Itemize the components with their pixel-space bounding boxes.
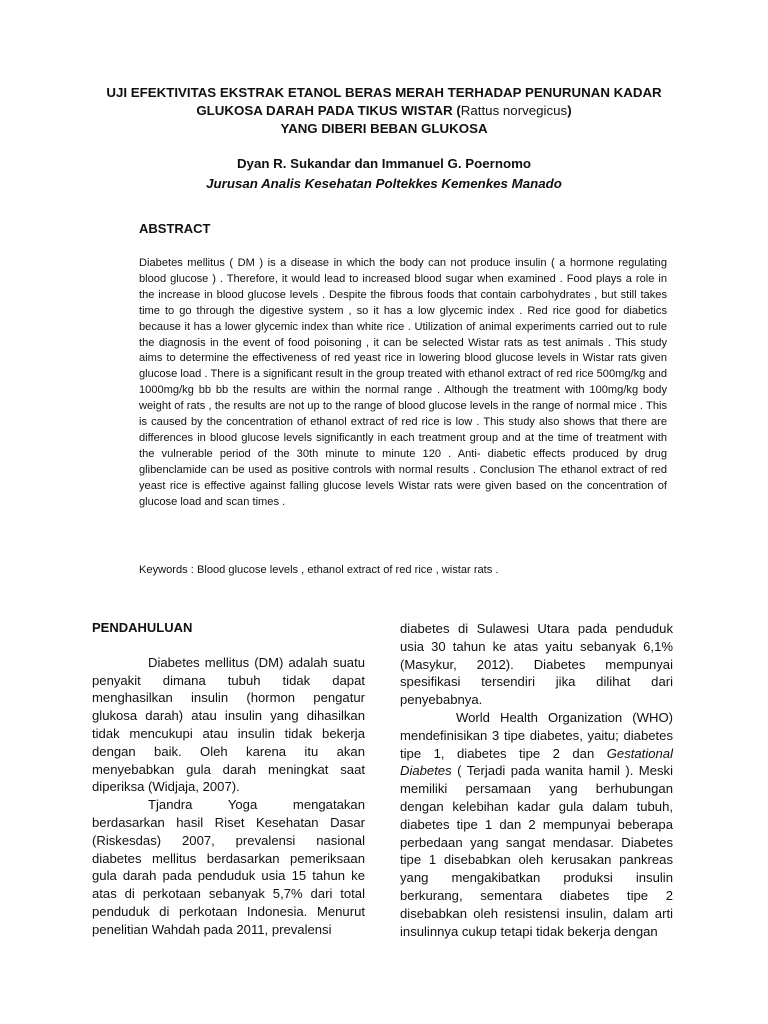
title-line-2-pre: GLUKOSA DARAH PADA TIKUS WISTAR ( bbox=[196, 103, 461, 118]
title-line-2 bbox=[60, 102, 708, 120]
author-names: Dyan R. Sukandar dan Immanuel G. Poernomo bbox=[236, 156, 532, 171]
right-column bbox=[400, 620, 673, 940]
paragraph-3: diabetes di Sulawesi Utara pada penduduk usia 30 tahun ke atas yaitu sebanyak 6,1% (Masykur, 2012). Diabetes mempunyai spesifikasi tersendiri jika dilihat dari penyebabnya. bbox=[400, 621, 673, 708]
paragraph-4 bbox=[400, 709, 673, 940]
section-heading-pendahuluan: PENDAHULUAN bbox=[92, 620, 193, 635]
species-name: Rattus norvegicus bbox=[460, 103, 568, 118]
paper-title bbox=[60, 84, 708, 138]
left-column bbox=[92, 619, 365, 939]
author-affiliation: Jurusan Analis Kesehatan Poltekkes Kemenkes Manado bbox=[206, 176, 562, 191]
abstract-heading: ABSTRACT bbox=[139, 221, 211, 236]
title-line-2-post: ) bbox=[567, 103, 572, 118]
keywords: Keywords : Blood glucose levels , ethanol extract of red rice , wistar rats . bbox=[139, 564, 499, 576]
paragraph-4-pre: World Health Organization (WHO) mendefinisikan 3 tipe diabetes, yaitu; diabetes tipe 1, diabetes tipe 2 dan bbox=[400, 709, 673, 761]
paragraph-4-post: ( Terjadi pada wanita hamil ). Meski memiliki persamaan yang berhubungan dengan kelebihan kadar gula dalam tubuh, diabetes tipe 1 dan 2 mempunyai beberapa perbedaan yang sangat mendasar. Diabetes tipe 1 disebabkan oleh kerusakan pankreas yang mengakibatkan produksi insulin berkurang, sementara diabetes tipe 2 disebabkan oleh resistensi insulin, dalam arti insulinnya cukup tetapi tidak bekerja dengan bbox=[400, 763, 673, 939]
title-line-1: UJI EFEKTIVITAS EKSTRAK ETANOL BERAS MERAH TERHADAP PENURUNAN KADAR bbox=[106, 85, 662, 100]
author-block bbox=[60, 154, 708, 194]
paragraph-1: Diabetes mellitus (DM) adalah suatu penyakit dimana tubuh tidak dapat menghasilkan insulin (hormon pengatur glukosa darah) atau insulin yang dihasilkan tidak mencukupi atau insulin tidak bekerja dengan baik. Oleh karena itu akan menyebabkan gula darah meningkat saat diperiksa (Widjaja, 2007). bbox=[92, 654, 365, 795]
paragraph-2: Tjandra Yoga mengatakan berdasarkan hasil Riset Kesehatan Dasar (Riskesdas) 2007, prevalensi nasional diabetes mellitus berdasarkan pemeriksaan gula darah pada penduduk usia 15 tahun ke atas di perkotaan sebanyak 5,7% dari total penduduk di perkotaan Indonesia. Menurut penelitian Wahdah pada 2011, prevalensi bbox=[92, 797, 365, 937]
title-line-3: YANG DIBERI BEBAN GLUKOSA bbox=[280, 121, 488, 136]
gestational-diabetes-term: Gestational Diabetes bbox=[400, 745, 673, 779]
abstract-body: Diabetes mellitus ( DM ) is a disease in which the body can not produce insulin ( a hormone regulating blood glucose ) . Therefore, it would lead to increased blood sugar when examined . Food plays a role in the increase in blood glucose levels . Despite the fibrous foods that contain carbohydrates , but still takes time to go through the digestive system , so it has a low glycemic index . Red rice good for diabetics because it has a lower glycemic index than white rice . Utilization of animal experiments carried out to rule the diagnosis in the event of food poisoning , it can be selected Wistar rats as test animals . This study aims to determine the effectiveness of red yeast rice in lowering blood glucose levels in Wistar rats given glucose load . There is a significant result in the group treated with ethanol extract of red rice 500mg/kg and 1000mg/kg bb bb the results are within the normal range . Although the treatment with 100mg/kg body weight of rats , the results are not up to the range of blood glucose levels in the range of normal mice . This is caused by the concentration of ethanol extract of red rice is low . This study also shows that there are differences in blood glucose levels significantly in each treatment group and at the time of treatment with the vulnerable period of the 30th minute to minute 120 . Anti- diabetic effects produced by drug glibenclamide can be used as positive controls with normal results . Conclusion The ethanol extract of red yeast rice is effective against falling glucose levels Wistar rats were given based on the concentration of glucose load and scan times . bbox=[139, 257, 667, 508]
